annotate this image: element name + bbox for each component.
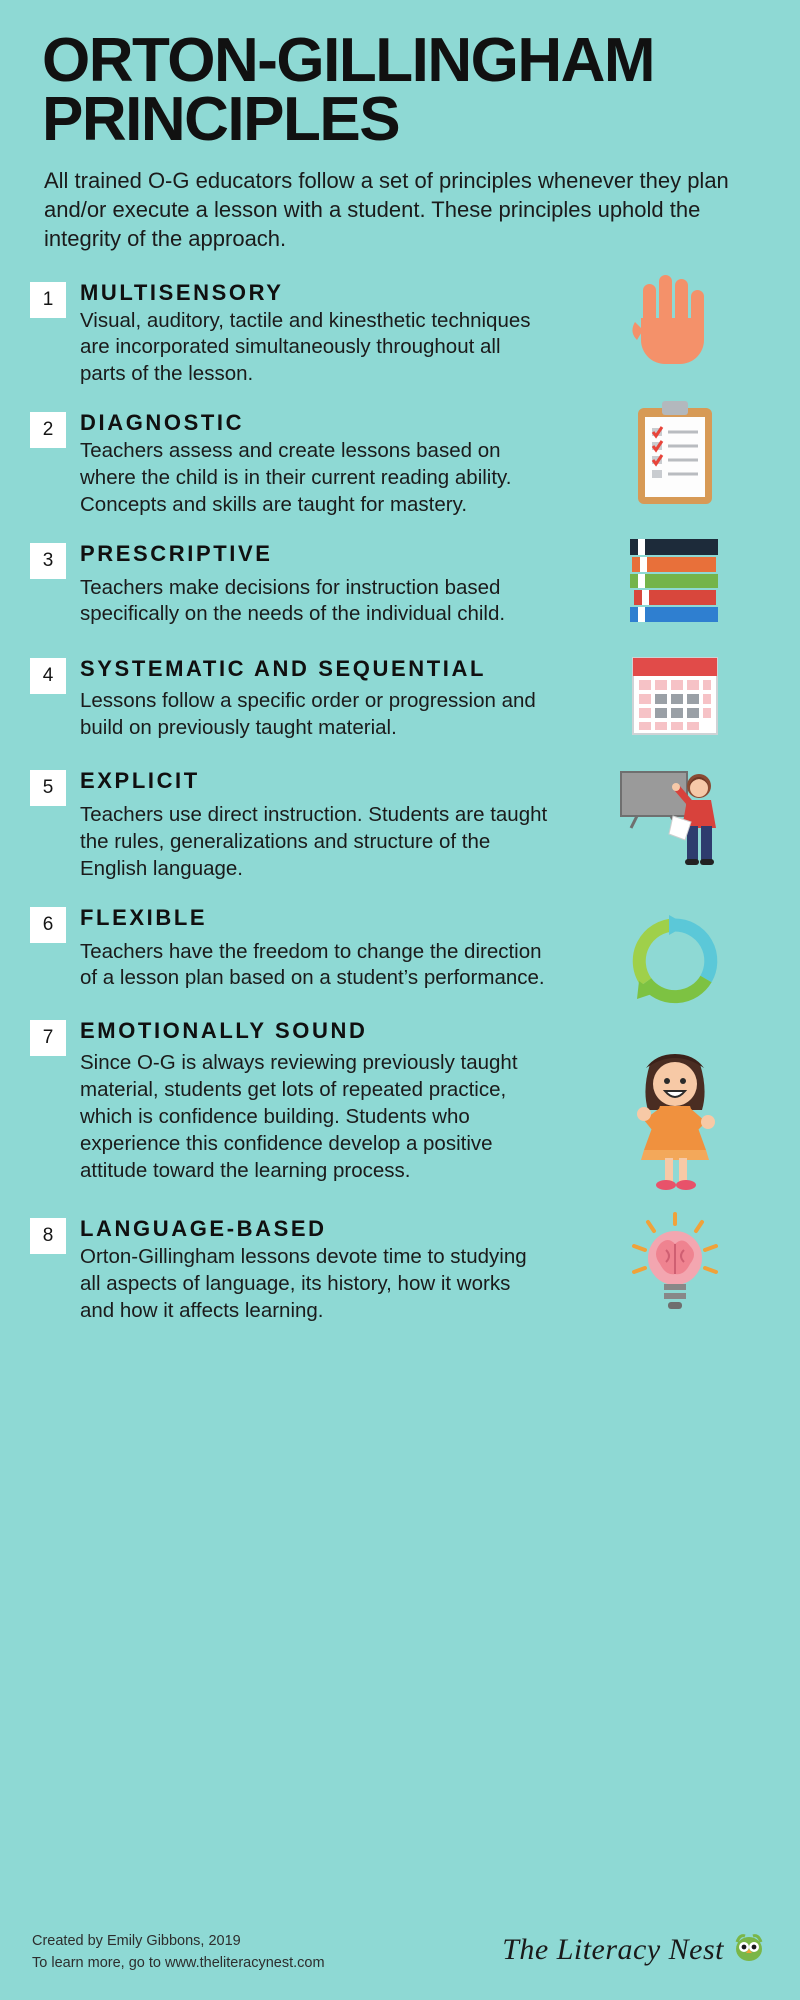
principles-list (30, 280, 770, 1325)
circular-arrows-icon (590, 911, 760, 1011)
item-description: Lessons follow a specific order or progression and build on previously taught material. (80, 689, 536, 740)
list-item (30, 768, 770, 883)
footer-credit-block (32, 1930, 325, 1975)
item-heading: FLEXIBLE (80, 904, 208, 930)
item-heading: SYSTEMATIC AND SEQUENTIAL (80, 656, 487, 682)
item-number: 1 (30, 282, 66, 318)
item-description: Orton-Gillingham lessons devote time to studying all aspects of language, its history, how it works and how it affects learning. (80, 1245, 527, 1323)
owl-icon (732, 1932, 766, 1967)
item-description: Since O-G is always reviewing previously taught material, students get lots of repeated practice, which is confidence building. Students who experience this confidence develop a positive attitude toward the learning process. (80, 1051, 518, 1182)
item-number: 6 (30, 907, 66, 943)
teacher-at-board-icon (590, 764, 760, 884)
intro-paragraph: All trained O-G educators follow a set of principles whenever they plan and/or execute a lesson with a student. These principles uphold the integrity of the approach. (44, 167, 729, 252)
footer (0, 1908, 800, 2000)
footer-link[interactable]: To learn more, go to www.theliteracynest.com (32, 1955, 325, 1972)
item-body (80, 410, 550, 519)
item-body (80, 280, 550, 389)
item-body (80, 656, 580, 742)
footer-credit: Created by Emily Gibbons, 2019 (32, 1933, 241, 1949)
list-item (30, 410, 770, 519)
item-number: 7 (30, 1020, 66, 1056)
item-number: 2 (30, 412, 66, 448)
item-body (80, 1216, 550, 1325)
item-heading: EXPLICIT (80, 767, 200, 793)
item-body (80, 768, 550, 883)
list-item (30, 541, 770, 629)
stacked-books-icon (590, 533, 760, 633)
list-item (30, 905, 770, 993)
item-heading: LANGUAGE-BASED (80, 1216, 327, 1242)
item-body (80, 541, 550, 629)
item-number: 8 (30, 1218, 66, 1254)
list-item (30, 656, 770, 742)
item-heading: MULTISENSORY (80, 279, 284, 305)
happy-girl-icon (590, 1048, 760, 1198)
item-body (80, 1018, 550, 1184)
item-number: 5 (30, 770, 66, 806)
item-heading: EMOTIONALLY SOUND (80, 1018, 368, 1044)
item-description: Teachers make decisions for instruction based specifically on the needs of the individual child. (80, 575, 506, 626)
item-heading: DIAGNOSTIC (80, 410, 245, 436)
item-body (80, 905, 550, 993)
item-description: Teachers have the freedom to change the direction of a lesson plan based on a student’s performance. (80, 939, 545, 990)
list-item (30, 1018, 770, 1184)
item-description: Teachers use direct instruction. Students are taught the rules, generalizations and structure of the English language. (80, 802, 548, 880)
page-title: ORTON-GILLINGHAM PRINCIPLES (42, 26, 655, 154)
item-number: 3 (30, 543, 66, 579)
calendar-icon (590, 650, 760, 750)
list-item (30, 1216, 770, 1325)
item-description: Visual, auditory, tactile and kinesthetic techniques are incorporated simultaneously throughout all parts of the lesson. (80, 308, 531, 386)
brand-name: The Literacy Nest (502, 1932, 724, 1966)
clipboard-checklist-icon (590, 398, 760, 508)
item-number: 4 (30, 658, 66, 694)
item-description: Teachers assess and create lessons based on where the child is in their current reading ability. Concepts and skills are taught for mastery. (80, 439, 512, 516)
brand-logo (502, 1932, 766, 1967)
list-item (30, 280, 770, 389)
brain-lightbulb-icon (590, 1210, 760, 1320)
hand-icon (590, 270, 760, 380)
item-heading: PRESCRIPTIVE (80, 540, 273, 566)
